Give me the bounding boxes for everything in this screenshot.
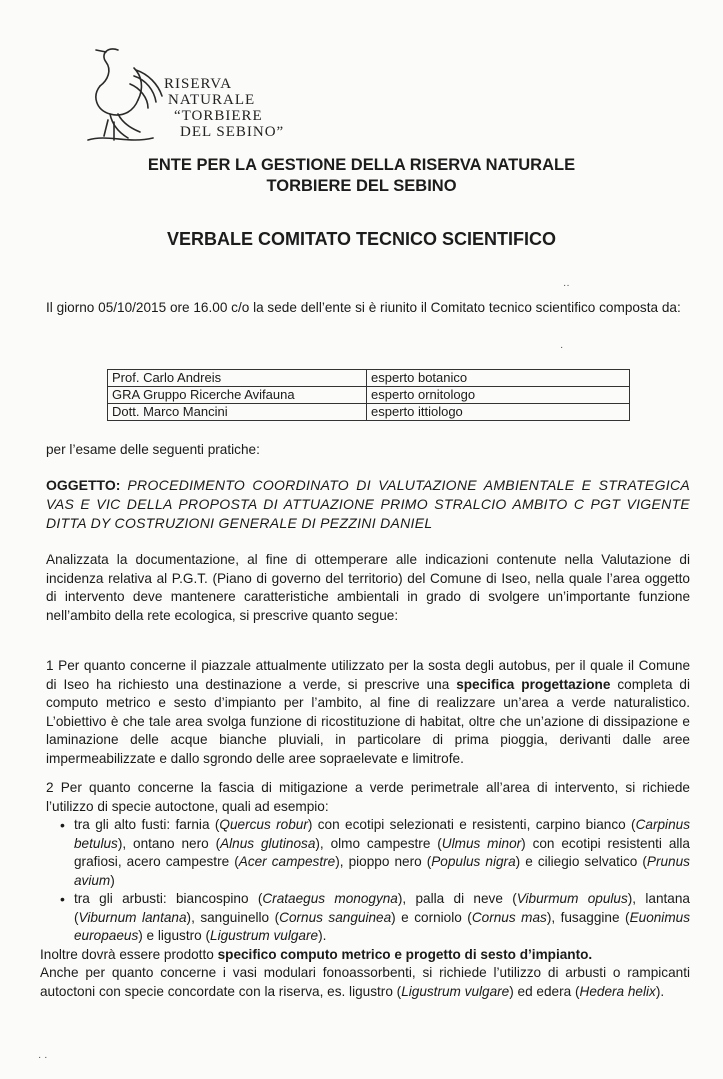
species-text: ), lantana ( [74,891,690,925]
logo-wordmark [164,76,284,140]
species-text: ), sanguinello ( [186,909,280,925]
prescription-1-paragraph [46,657,690,768]
subject-text: PROCEDIMENTO COORDINATO DI VALUTAZIONE AMBIENTALE E STRATEGICA VAS E VIC DELLA PROPOSTA DI ATTUAZIONE PRIMO STRALCIO AMBITO C PGT VIGENTE DITTA DY COSTRUZIONI GENERALE DI PEZZINI DANIEL [46,477,690,531]
species-latin: Crataegus monogyna [262,891,398,906]
species-latin: Ulmus minor [441,835,522,851]
esame-line: per l’esame delle seguenti pratiche: [46,442,260,457]
species-latin: Cornus sanguinea [279,909,392,925]
species-text: ) e corniolo ( [391,909,472,925]
species-text: ) con ecotipi resistenti alla grafiosi, acero campestre ( [74,835,690,869]
species-latin: Hedera helix [579,983,656,999]
list-item [74,816,690,890]
computo-line [40,946,690,965]
species-latin: Populus nigra [431,854,516,869]
vasi-text: Anche per quanto concerne i vasi modulari fonoassorbenti, si richiede l’utilizzo di arbusti o rampicanti autoctoni con specie concordate con la riserva, es. ligustro ( [40,965,690,999]
member-role: esperto ittiologo [367,404,630,421]
species-text: ) con ecotipi selezionati e resistenti, carpino bianco ( [307,817,636,832]
logo-line-1: RISERVA [164,76,233,92]
logo-line-4: DEL SEBINO” [180,124,285,140]
analysis-paragraph: Analizzata la documentazione, al fine di ottemperare alle indicazioni contenute nella Valutazione di incidenza relativa al P.G.T. (Piano di governo del territorio) del Comune di Iseo, nella quale l’area oggetto di intervento deve mantenere caratteristiche ambientali in grado di svolgere un’importante funzione nell’ambito della rete ecologica, si prescrive quanto segue: [46,552,690,623]
species-latin: Prunus avium [74,854,690,888]
prescription-1-bold: specifica progettazione [456,676,611,692]
table-row [108,387,630,404]
species-text: tra gli alto fusti: farnia ( [74,817,220,832]
species-latin: Quercus robur [219,817,308,832]
species-text: ), fusaggine ( [546,909,630,925]
document-title: VERBALE COMITATO TECNICO SCIENTIFICO [166,229,556,249]
logo-line-2: NATURALE [168,92,256,108]
species-text: ), ontano nero ( [117,835,221,851]
subject-label: OGGETTO: [46,477,121,493]
member-role: esperto botanico [367,370,630,387]
species-text: ). [318,928,327,943]
prescription-1-text-a: 1 Per quanto concerne il piazzale attualmente utilizzato per la sosta degli autobus, per il quale il Comune di Iseo ha richiesto una destinazione a verde, si prescrive una [46,658,690,692]
prescription-1-text-c: completa di computo metrico e sesto d’impianto per l’ambito, al fine di realizzare un’area a verde naturalistico. L’obiettivo è che tale area svolga funzione di ricostituzione di habitat, oltre che un’azione di dissipazione e laminazione delle acque bianche pluviali, in particolare di prima pioggia, derivanti dalle aree impermeabilizzate e dallo sgrondo delle aree sopraelevate e limitrofe. [46,676,691,766]
species-list [46,816,690,946]
committee-members-table [107,369,630,421]
species-latin: Ligustrum vulgare [401,983,510,999]
member-role: esperto ornitologo [367,387,630,404]
heron-logo-icon [78,40,173,150]
scan-speck: ·· [563,280,570,291]
species-latin: Alnus glutinosa [220,835,316,851]
species-latin: Cornus mas [471,909,547,925]
intro-paragraph: Il giorno 05/10/2015 ore 16.00 c/o la sede dell’ente si è riunito il Comitato tecnico scientifico composta da: [46,300,681,315]
species-text: ), palla di neve ( [397,891,517,906]
table-row [108,404,630,421]
species-latin: Viburmum opulus [516,891,628,906]
species-latin: Ligustrum vulgare [210,928,319,943]
species-text: ) e ligustro ( [138,928,211,943]
computo-text: Inoltre dovrà essere prodotto [40,946,218,962]
member-name: GRA Gruppo Ricerche Avifauna [108,387,367,404]
species-text: tra gli arbusti: biancospino ( [74,891,263,906]
reserve-logo [78,40,298,150]
species-latin: Viburnum lantana [78,909,187,925]
species-text: ) e ciliegio selvatico ( [515,854,647,869]
scan-speck: · [560,342,564,353]
computo-bold: specifico computo metrico e progetto di sesto d’impianto. [217,946,593,962]
list-item [74,890,690,946]
vasi-text: ). [655,983,665,999]
species-text: ), olmo campestre ( [315,835,442,851]
institution-heading-line-1: ENTE PER LA GESTIONE DELLA RISERVA NATURALE [147,156,576,174]
vasi-text: ) ed edera ( [509,983,580,999]
prescription-2-section [40,779,691,1001]
vasi-paragraph [40,964,690,1001]
subject-paragraph [46,476,690,533]
institution-heading [0,155,723,197]
species-latin: Euonimus europaeus [74,909,691,943]
member-name: Prof. Carlo Andreis [108,370,367,387]
species-text: ), pioppo nero ( [335,854,432,869]
scan-speck: · · [38,1052,48,1063]
table-row [108,370,630,387]
logo-line-3: “TORBIERE [174,108,263,124]
institution-heading-line-2: TORBIERE DEL SEBINO [266,177,457,195]
member-name: Dott. Marco Mancini [108,404,367,421]
prescription-2-intro: 2 Per quanto concerne la fascia di mitigazione a verde perimetrale all’area di intervento, si richiede l’utilizzo di specie autoctone, quali ad esempio: [46,780,690,814]
species-latin: Carpinus betulus [74,817,690,851]
species-latin: Acer campestre [238,854,336,869]
species-text: ) [110,872,115,888]
